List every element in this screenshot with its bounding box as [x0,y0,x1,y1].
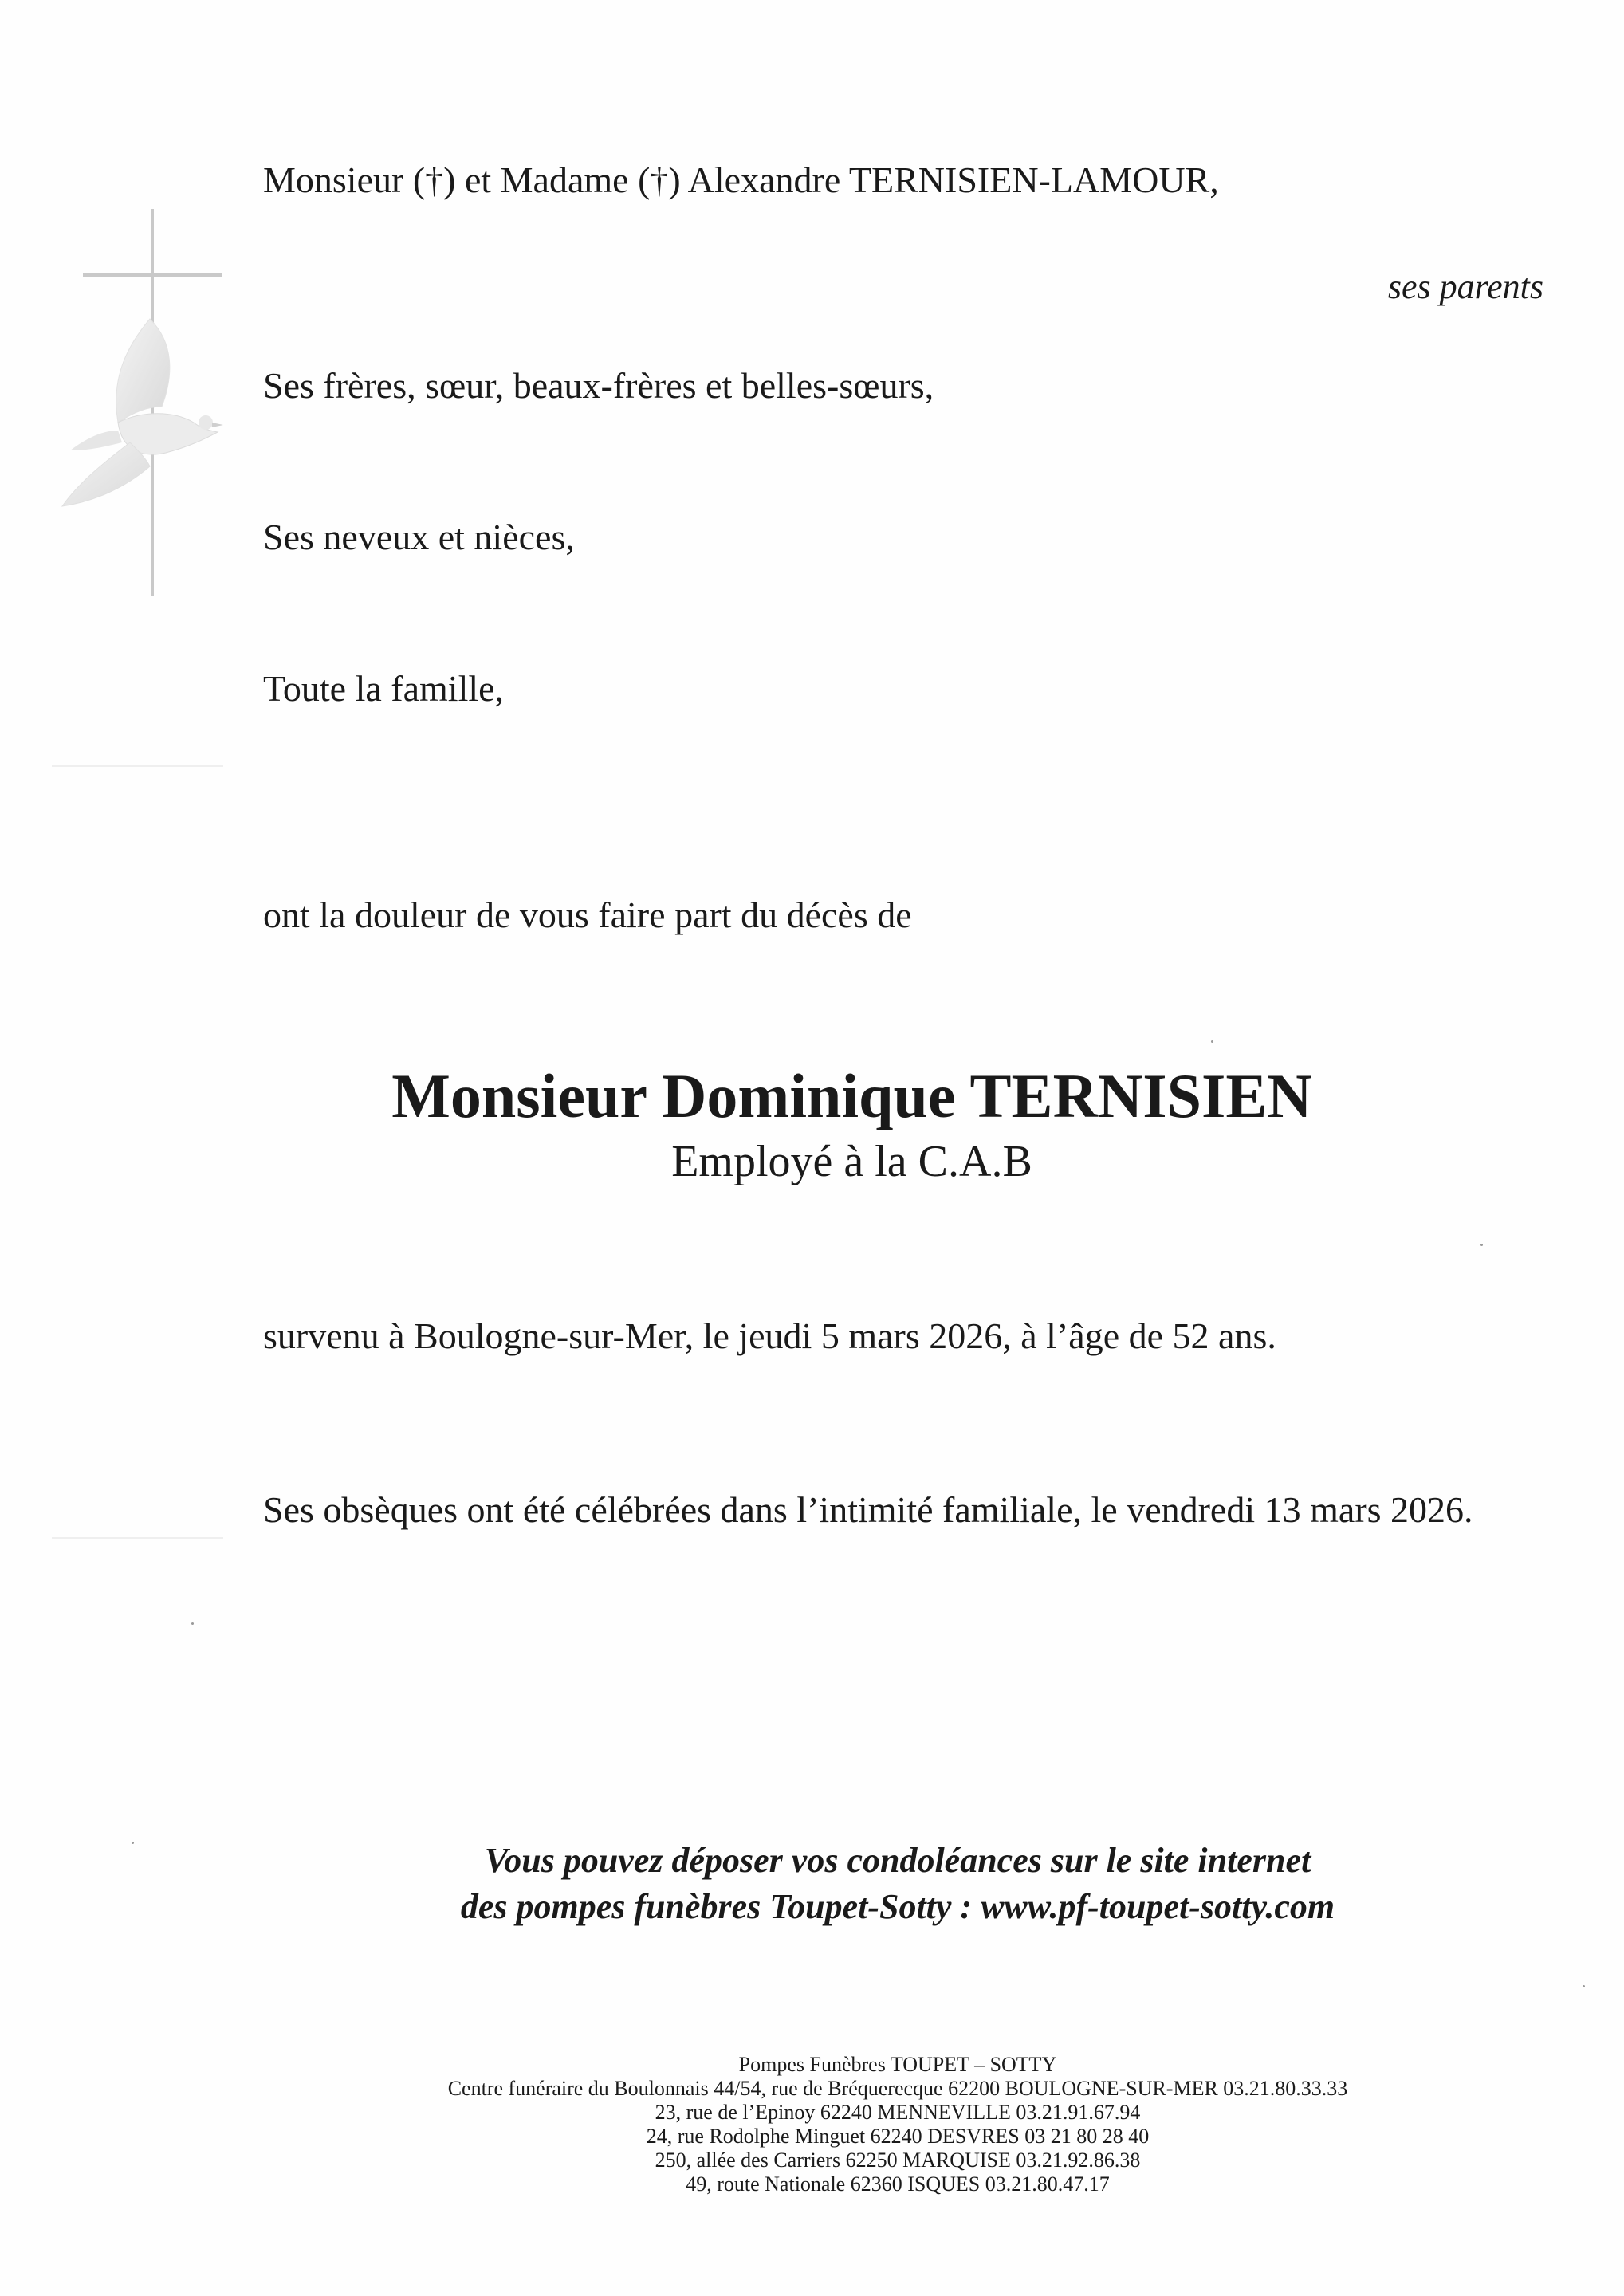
speck [1583,1985,1585,1987]
speck [191,1622,194,1625]
death-details: survenu à Boulogne-sur-Mer, le jeudi 5 mars 2026, à l’âge de 52 ans. [263,1315,1276,1356]
footer-line: Pompes Funèbres TOUPET – SOTTY [738,2053,1057,2076]
speck [1211,1040,1213,1043]
dove-icon [54,311,238,518]
divider [52,765,223,767]
deceased-occupation: Employé à la C.A.B [671,1137,1032,1186]
footer-line: 250, allée des Carriers 62250 MARQUISE 03.21.92.86.38 [655,2149,1141,2172]
parents-role: ses parents [1387,267,1543,306]
funeral-details: Ses obsèques ont été célébrées dans l’intimité familiale, le vendredi 13 mars 2026. [263,1489,1473,1530]
announcement-intro: ont la douleur de vous faire part du décès de [263,894,912,935]
family-line: Toute la famille, [263,668,505,709]
speck [1480,1244,1483,1246]
deceased-name: Monsieur Dominique TERNISIEN [391,1061,1312,1130]
condolences-line-2: des pompes funèbres Toupet-Sotty : www.pf-toupet-sotty.com [460,1887,1335,1926]
parents-line: Monsieur (†) et Madame (†) Alexandre TERNISIEN-LAMOUR, [263,159,1219,200]
nephews-line: Ses neveux et nièces, [263,517,575,557]
footer-line: 49, route Nationale 62360 ISQUES 03.21.80.47.17 [686,2172,1110,2196]
cross-horizontal-bar [83,273,222,277]
condolences-line-1: Vous pouvez déposer vos condoléances sur le site internet [484,1841,1311,1880]
divider [52,1537,223,1539]
footer-line: Centre funéraire du Boulonnais 44/54, rue de Bréquerecque 62200 BOULOGNE-SUR-MER 03.21.80.33.33 [447,2077,1348,2100]
footer-line: 23, rue de l’Epinoy 62240 MENNEVILLE 03.21.91.67.94 [655,2101,1141,2124]
siblings-line: Ses frères, sœur, beaux-frères et belles-sœurs, [263,365,934,406]
footer-line: 24, rue Rodolphe Minguet 62240 DESVRES 03 21 80 28 40 [646,2125,1150,2148]
